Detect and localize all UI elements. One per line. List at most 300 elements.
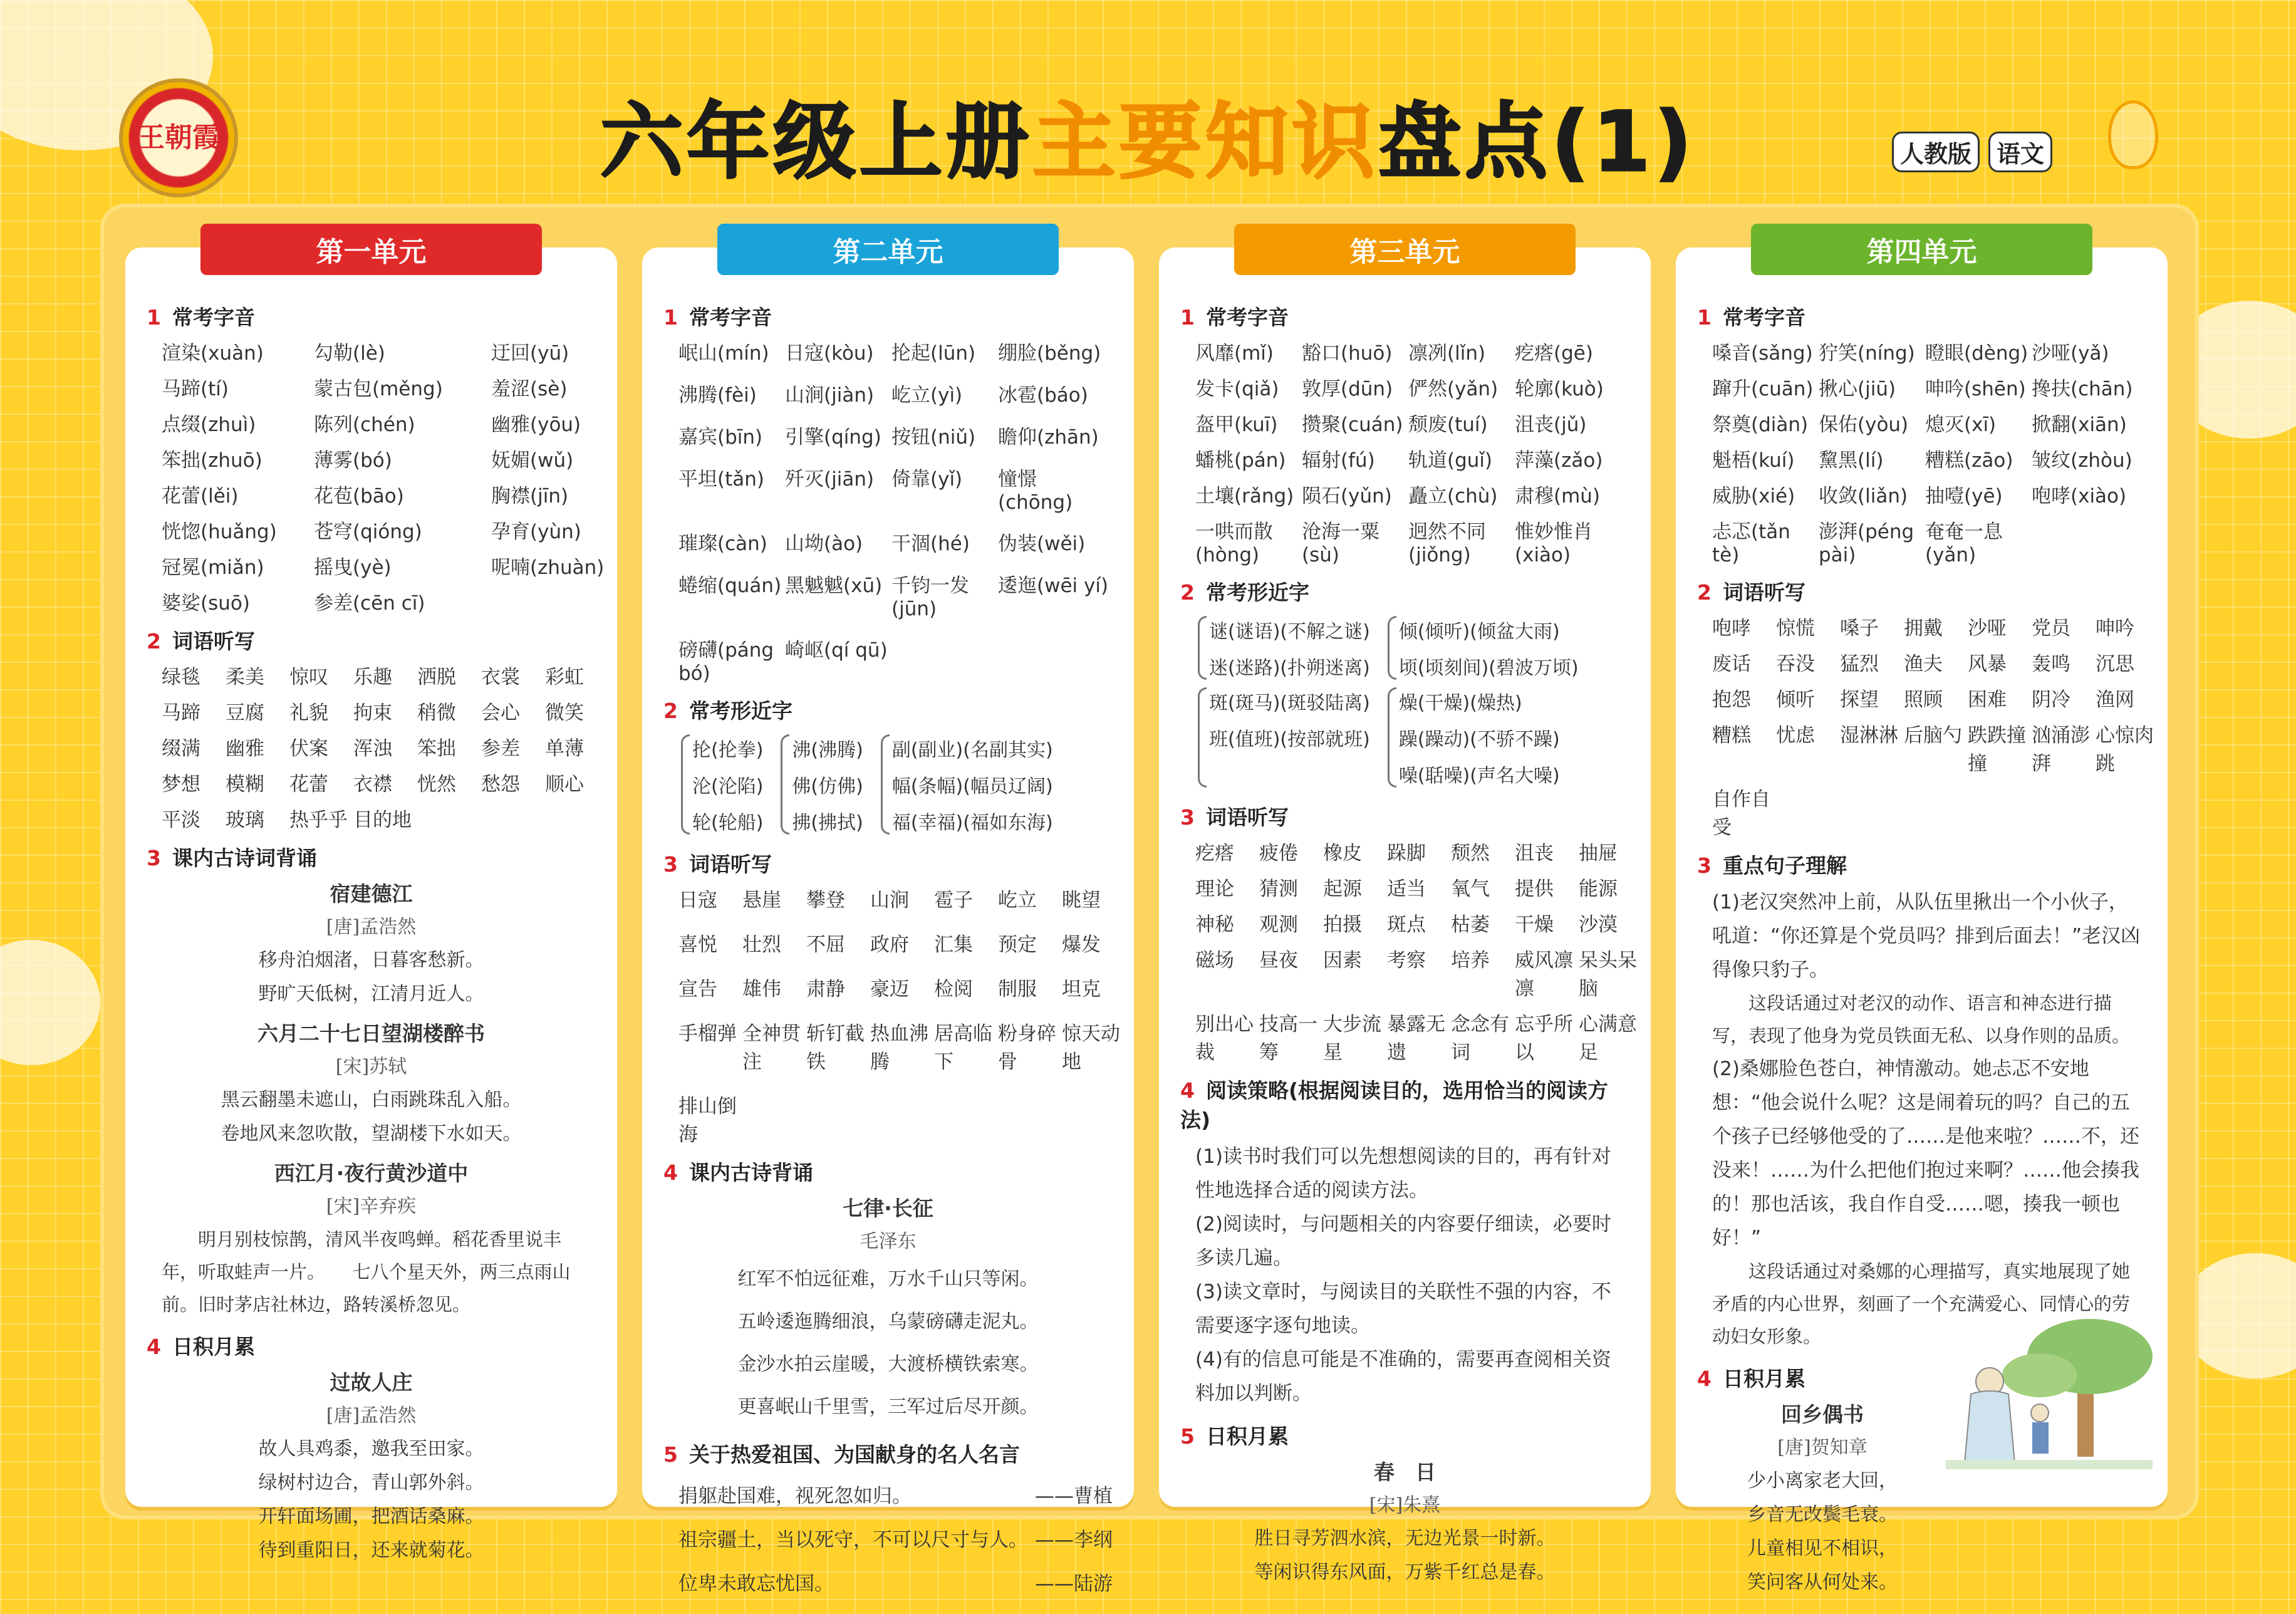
- dictation-word: 沙漠: [1579, 914, 1618, 936]
- dictation-word: 目的地: [353, 809, 412, 831]
- pronunciation-item: 璀璨(càn): [678, 533, 767, 555]
- pronunciation-item: 平坦(tǎn): [678, 468, 764, 491]
- similar-char-item: 躁(躁动)(不骄不躁): [1398, 729, 1560, 751]
- poem-line: 待到重阳日，还来就菊花。: [258, 1539, 484, 1561]
- pronunciation-item: 轨道(guǐ): [1408, 449, 1493, 472]
- dictation-list: [663, 884, 1120, 1147]
- dictation-word: 柔美: [226, 666, 264, 689]
- pronunciation-item: 干涸(hé): [891, 533, 970, 555]
- pronunciation-item: 辐射(fú): [1302, 449, 1375, 472]
- dictation-word: 洒脱: [417, 666, 456, 689]
- dictation-word: 礼貌: [289, 702, 328, 724]
- poem-line: 黑云翻墨未遮山，白雨跳珠乱入船。: [221, 1089, 522, 1111]
- dictation-word: 豪迈: [870, 978, 909, 1001]
- dictation-word: 热乎乎: [289, 809, 348, 831]
- sentence-analysis: 这段话通过对老汉的动作、语言和神态进行描写，表现了他身为党员铁面无私、以身作则的品质。: [1712, 992, 2131, 1046]
- dictation-word: 技高一筹: [1259, 1013, 1317, 1064]
- dictation-word: 提供: [1515, 878, 1554, 900]
- dictation-word: 忘乎所以: [1515, 1013, 1573, 1064]
- brace-group: [881, 734, 1053, 835]
- poem-line: 儿童相见不相识，: [1747, 1538, 1898, 1559]
- pronunciation-item: 奄奄一息(yǎn): [1925, 521, 2003, 566]
- strategy-paragraph: (1)读书时我们可以先想想阅读的目的，再有针对性地选择合适的阅读方法。: [1195, 1145, 1611, 1202]
- poem-line: 野旷天低树，江清月近人。: [258, 983, 484, 1005]
- dictation-word: 会心: [481, 702, 520, 724]
- pronunciation-item: 收敛(liǎn): [1819, 485, 1908, 508]
- dictation-word: 豆腐: [226, 702, 264, 724]
- dictation-word: 神秘: [1195, 914, 1234, 936]
- dictation-word: 衣襟: [353, 773, 392, 796]
- dictation-word: 因素: [1323, 949, 1362, 972]
- dictation-word: 阴冷: [2032, 689, 2070, 711]
- pronunciation-item: 歼灭(jiān): [785, 468, 875, 491]
- poem-title: 过故人庄: [330, 1370, 413, 1395]
- dictation-word: 抱怨: [1712, 689, 1751, 711]
- sentence-quote: (2)桑娜脸色苍白，神情激动。她忐忑不安地想：“他会说什么呢？这是闹着玩的吗？自己的五个孩子已经够他受的了……是他来啦？……不，还没来！……为什么把他们抱过来啊？……他会揍我的！那也活该，我自作自受……嗯，揍我一顿也好！”: [1712, 1058, 2139, 1249]
- similar-characters: [663, 731, 1113, 838]
- section-heading: 1 常考字音: [663, 305, 772, 330]
- dictation-list: [1180, 837, 1637, 1065]
- dictation-word: 热血沸腾: [870, 1023, 928, 1073]
- section-heading: 1 常考字音: [147, 305, 255, 330]
- poem-line: 故人具鸡黍，邀我至田家。: [258, 1438, 484, 1460]
- pronunciation-item: 千钧一发(jūn): [891, 575, 969, 620]
- dictation-word: 跺脚: [1387, 842, 1426, 865]
- dictation-word: 宣告: [678, 978, 717, 1001]
- pronunciation-item: 陈列(chén): [314, 414, 415, 436]
- strategy-paragraph: (4)有的信息可能是不准确的，需要再查阅相关资料加以判断。: [1195, 1348, 1611, 1405]
- dictation-word: 雹子: [934, 889, 973, 912]
- pronunciation-item: 搀扶(chān): [2032, 378, 2133, 400]
- pronunciation-item: 抽噎(yē): [1925, 485, 2003, 508]
- dictation-word: 疲倦: [1259, 842, 1298, 865]
- dictation-word: 疙瘩: [1195, 842, 1234, 865]
- strategy-paragraph: (3)读文章时，与阅读目的关联性不强的内容，不需要逐字逐句地读。: [1195, 1281, 1611, 1337]
- brace-group: [681, 734, 763, 835]
- dictation-word: 呆头呆脑: [1579, 949, 1637, 1000]
- dictation-word: 猜测: [1259, 878, 1298, 900]
- pronunciation-item: 糟糕(zāo): [1925, 449, 2013, 472]
- pronunciation-item: 蹿升(cuān): [1712, 378, 1814, 400]
- dictation-word: 别出心裁: [1195, 1013, 1254, 1064]
- pronunciation-list: [147, 337, 605, 615]
- dictation-word: 忧虑: [1776, 724, 1815, 747]
- pronunciation-item: 瞻仰(zhān): [998, 426, 1099, 449]
- dictation-word: 猛烈: [1840, 653, 1879, 675]
- unit-4-panel: [1676, 236, 2168, 1593]
- poem-line: 胜日寻芳泗水滨，无边光景一时新。: [1254, 1528, 1556, 1549]
- pronunciation-item: 幽雅(yōu): [491, 414, 581, 436]
- pronunciation-item: 沮丧(jǔ): [1515, 414, 1587, 436]
- pronunciation-item: 抡起(lūn): [891, 342, 976, 365]
- dictation-word: 制服: [998, 978, 1037, 1001]
- pronunciation-item: 山坳(ào): [785, 533, 863, 555]
- pronunciation-item: 攒聚(cuán): [1302, 414, 1403, 436]
- pronunciation-item: 蟠桃(pán): [1195, 449, 1286, 472]
- dictation-word: 恍然: [417, 773, 456, 796]
- pronunciation-item: 蜷缩(quán): [678, 575, 782, 597]
- dictation-word: 悬崖: [742, 889, 781, 912]
- brace-group: [1198, 687, 1370, 788]
- pronunciation-item: 迥然不同(jiǒng): [1408, 521, 1486, 566]
- dictation-word: 绿毯: [162, 666, 200, 689]
- dictation-word: 幽雅: [226, 737, 264, 760]
- edition-tag: 人教版: [1892, 132, 1980, 172]
- pronunciation-item: 绷脸(běng): [998, 342, 1101, 365]
- pronunciation-item: 豁口(huō): [1302, 342, 1393, 365]
- pronunciation-item: 矗立(chù): [1408, 485, 1498, 508]
- dictation-word: 屹立: [998, 889, 1037, 912]
- pronunciation-item: 岷山(mín): [678, 342, 769, 365]
- brace-group: [1388, 687, 1560, 788]
- pronunciation-item: 瞪眼(dèng): [1925, 342, 2028, 365]
- unit-3-panel: [1159, 236, 1651, 1583]
- pronunciation-item: 轮廓(kuò): [1515, 378, 1604, 400]
- poem-block: [1697, 1398, 1948, 1600]
- poem-title: 七律·长征: [843, 1196, 933, 1221]
- section-heading: 3 词语听写: [1180, 805, 1289, 830]
- dictation-word: 居高临下: [934, 1023, 992, 1073]
- dictation-word: 心惊肉跳: [2096, 724, 2154, 775]
- section-heading: 2 词语听写: [147, 629, 255, 653]
- section-heading: 4 日积月累: [1697, 1367, 1805, 1391]
- pronunciation-item: 屹立(yì): [891, 384, 963, 407]
- brace-group: [1198, 616, 1370, 680]
- pronunciation-item: 妩媚(wǔ): [491, 449, 574, 472]
- similar-char-item: 倾(倾听)(倾盆大雨): [1398, 621, 1560, 643]
- pronunciation-item: 肃穆(mù): [1515, 485, 1601, 508]
- similar-char-item: 噪(聒噪)(声名大噪): [1398, 765, 1560, 787]
- pronunciation-item: 咆哮(xiào): [2032, 485, 2127, 508]
- unit-4-ribbon: 第四单元: [1751, 224, 2092, 275]
- dictation-word: 昼夜: [1259, 949, 1298, 972]
- dictation-word: 嗓子: [1840, 617, 1879, 640]
- similar-char-item: 佛(仿佛): [792, 776, 863, 798]
- similar-char-item: 抡(抡拳): [692, 739, 764, 761]
- dictation-word: 风暴: [1968, 653, 2007, 675]
- poem-line: 等闲识得东风面，万紫千红总是春。: [1254, 1561, 1556, 1583]
- pronunciation-item: 胸襟(jīn): [491, 485, 569, 508]
- pronunciation-item: 皱纹(zhòu): [2032, 449, 2132, 472]
- pronunciation-item: 萍藻(zǎo): [1515, 449, 1603, 472]
- pronunciation-item: 凛冽(lǐn): [1408, 342, 1486, 365]
- poem-title: 春 日: [1374, 1460, 1436, 1484]
- poem-line: 绿树村边合，青山郭外斜。: [258, 1472, 484, 1494]
- cloud-decoration: [0, 940, 100, 1065]
- dictation-word: 预定: [998, 934, 1037, 956]
- pronunciation-item: 沧海一粟(sù): [1302, 521, 1379, 566]
- dictation-list: [1697, 612, 2154, 840]
- similar-char-item: 沦(沦陷): [692, 776, 764, 798]
- dictation-word: 斑点: [1387, 914, 1426, 936]
- pronunciation-item: 蒙古包(měng): [314, 378, 443, 400]
- brace-group: [1388, 616, 1579, 680]
- dictation-word: 参差: [481, 737, 520, 760]
- pronunciation-list: [663, 337, 1113, 685]
- sentence-quote: (1)老汉突然冲上前，从队伍里揪出一个小伙子，吼道：“你还算是个党员吗？排到后面去！”老汉凶得像只豹子。: [1712, 891, 2141, 981]
- dictation-word: 汇集: [934, 934, 973, 956]
- dictation-word: 跌跌撞撞: [1968, 724, 2026, 775]
- dictation-word: 攀登: [806, 889, 845, 912]
- dictation-word: 惊叹: [289, 666, 328, 689]
- section-heading: 1 常考字音: [1180, 305, 1289, 330]
- pronunciation-item: 惟妙惟肖(xiào): [1515, 521, 1592, 566]
- pronunciation-item: 沙哑(yǎ): [2032, 342, 2109, 365]
- pronunciation-item: 保佑(yòu): [1819, 414, 1909, 436]
- pronunciation-item: 盔甲(kuī): [1195, 414, 1278, 436]
- dictation-word: 汹涌澎湃: [2032, 724, 2090, 775]
- pronunciation-item: 冰雹(báo): [998, 384, 1088, 407]
- pronunciation-item: 摇曳(yè): [314, 556, 392, 579]
- dictation-word: 倾听: [1776, 689, 1815, 711]
- poem-line: 移舟泊烟渚，日暮客愁新。: [258, 949, 484, 971]
- poem-author: [唐]孟浩然: [326, 916, 417, 938]
- similar-char-item: 幅(条幅)(幅员辽阔): [891, 776, 1053, 798]
- dictation-word: 颓然: [1451, 842, 1490, 865]
- dictation-list: [147, 661, 596, 832]
- sentence-analysis: 这段话通过对桑娜的心理描写，真实地展现了她矛盾的内心世界，刻画了一个充满爱心、同情心的劳动妇女形象。: [1712, 1261, 2131, 1347]
- dictation-word: 坦克: [1062, 978, 1101, 1001]
- pronunciation-item: 忐忑(tǎn tè): [1712, 521, 1790, 566]
- unit-2-ribbon: 第二单元: [717, 224, 1059, 275]
- dictation-word: 拥戴: [1904, 617, 1943, 640]
- section-heading: 3 词语听写: [663, 852, 772, 877]
- poem-text: 明月别枝惊鹊，清风半夜鸣蝉。稻花香里说丰年，听取蛙声一片。 七八个星天外，两三点雨山前。旧时茅店社林边，路转溪桥忽见。: [162, 1229, 571, 1315]
- dictation-word: 愁怨: [481, 773, 520, 796]
- pronunciation-item: 冠冕(miǎn): [162, 556, 264, 579]
- dictation-word: 粉身碎骨: [998, 1023, 1056, 1073]
- poem-line: 笑问客从何处来。: [1747, 1571, 1898, 1593]
- dictation-word: 检阅: [934, 978, 973, 1001]
- poem-line: 卷地风来忽吹散，望湖楼下水如天。: [221, 1123, 522, 1145]
- dictation-word: 单薄: [545, 737, 584, 760]
- dictation-word: 氧气: [1451, 878, 1490, 900]
- unit-2-panel: [642, 236, 1134, 1595]
- similar-char-item: 顷(顷刻间)(碧波万顷): [1398, 657, 1579, 679]
- dictation-word: 模糊: [226, 773, 264, 796]
- pronunciation-item: 按钮(niǔ): [891, 426, 976, 449]
- pronunciation-item: 引擎(qíng): [785, 426, 881, 449]
- dictation-word: 磁场: [1195, 949, 1234, 972]
- title-highlight: 主要知识: [1032, 94, 1379, 190]
- poem-line: 金沙水拍云崖暖，大渡桥横铁索寒。: [737, 1353, 1039, 1375]
- poem-title: 六月二十七日望湖楼醉书: [257, 1021, 485, 1046]
- section-heading: 1 常考字音: [1697, 305, 1805, 330]
- dictation-word: 全神贯注: [742, 1023, 801, 1073]
- similar-char-item: 轮(轮船): [692, 812, 764, 834]
- section-heading: 4 日积月累: [147, 1335, 255, 1359]
- dictation-word: 眺望: [1062, 889, 1101, 912]
- dictation-word: 适当: [1387, 878, 1426, 900]
- poem-line: 开轩面场圃，把酒话桑麻。: [258, 1506, 484, 1528]
- subject-tag: 语文: [1988, 132, 2052, 172]
- dictation-word: 拍摄: [1323, 914, 1362, 936]
- similar-char-item: 班(值班)(按部就班): [1209, 729, 1370, 751]
- pronunciation-item: 敦厚(dūn): [1302, 378, 1393, 400]
- logo-text: 王朝霞: [137, 122, 220, 154]
- pronunciation-item: 崎岖(qí qū): [785, 639, 888, 662]
- pronunciation-item: 渲染(xuàn): [162, 342, 264, 365]
- dictation-word: 稍微: [417, 702, 456, 724]
- pronunciation-item: 笨拙(zhuō): [162, 449, 262, 472]
- pronunciation-item: 点缀(zhuì): [162, 414, 256, 436]
- dictation-word: 伏案: [289, 737, 328, 760]
- pronunciation-item: 迂回(yū): [491, 342, 569, 365]
- dictation-word: 壮烈: [742, 934, 781, 956]
- unit-1-ribbon: 第一单元: [200, 224, 542, 275]
- similar-char-item: 沸(沸腾): [792, 739, 863, 761]
- dictation-word: 自作自受: [1712, 788, 1770, 839]
- pronunciation-item: 薄雾(bó): [314, 449, 392, 472]
- pronunciation-item: 呢喃(zhuàn): [491, 556, 605, 579]
- dictation-word: 考察: [1387, 949, 1426, 972]
- pronunciation-list: [1180, 337, 1629, 566]
- dictation-word: 排山倒海: [678, 1095, 737, 1146]
- poem-author: 毛泽东: [860, 1231, 917, 1252]
- dictation-word: 渔夫: [1904, 653, 1943, 675]
- dictation-word: 渔网: [2096, 689, 2134, 711]
- similar-char-item: 福(幸福)(福如东海): [891, 812, 1053, 834]
- dictation-word: 探望: [1840, 689, 1879, 711]
- strategy-paragraph: (2)阅读时，与问题相关的内容要仔细读，必要时多读几遍。: [1195, 1213, 1611, 1269]
- dictation-word: 惊慌: [1776, 617, 1815, 640]
- pronunciation-item: 黑魆魆(xū): [785, 575, 883, 597]
- dictation-word: 惊天动地: [1062, 1023, 1120, 1073]
- poem-author: [宋]朱熹: [1369, 1494, 1441, 1516]
- dictation-word: 培养: [1451, 949, 1490, 972]
- dictation-word: 吞没: [1776, 653, 1815, 675]
- section-heading: 3 课内古诗词背诵: [147, 846, 317, 870]
- dictation-word: 平淡: [162, 809, 200, 831]
- pronunciation-item: 黧黑(lí): [1819, 449, 1884, 472]
- similar-char-item: 副(副业)(名副其实): [891, 739, 1053, 761]
- dictation-word: 衣裳: [481, 666, 520, 689]
- pronunciation-item: 日寇(kòu): [785, 342, 874, 365]
- dictation-word: 糟糕: [1712, 724, 1751, 747]
- dictation-word: 马蹄: [162, 702, 200, 724]
- dictation-word: 沉思: [2096, 653, 2134, 675]
- poem-line: 更喜岷山千里雪，三军过后尽开颜。: [737, 1396, 1039, 1418]
- similar-characters: [1180, 612, 1629, 684]
- dictation-word: 呻吟: [2096, 617, 2134, 640]
- dictation-word: 后脑勺: [1904, 724, 1962, 747]
- pronunciation-item: 苍穹(qióng): [314, 521, 422, 543]
- unit-3-ribbon: 第三单元: [1234, 224, 1576, 275]
- dictation-word: 政府: [870, 934, 909, 956]
- pronunciation-item: 魁梧(kuí): [1712, 449, 1795, 472]
- pronunciation-item: 婆娑(suō): [162, 592, 250, 615]
- similar-char-item: 谜(谜语)(不解之谜): [1209, 621, 1370, 643]
- similar-char-item: 迷(迷路)(扑朔迷离): [1209, 657, 1370, 679]
- section-heading: 2 词语听写: [1697, 580, 1805, 605]
- pronunciation-item: 嘉宾(bīn): [678, 426, 763, 449]
- dictation-word: 暴露无遗: [1387, 1013, 1445, 1064]
- dictation-word: 日寇: [678, 889, 717, 912]
- dictation-word: 湿淋淋: [1840, 724, 1898, 747]
- pronunciation-item: 嗓音(sǎng): [1712, 342, 1813, 365]
- dictation-word: 彩虹: [545, 666, 584, 689]
- title-part: 盘点(1): [1378, 94, 1696, 190]
- pronunciation-item: 俨然(yǎn): [1408, 378, 1499, 400]
- similar-char-item: 斑(斑马)(斑驳陆离): [1209, 692, 1370, 714]
- poem-author: [宋]苏轼: [335, 1056, 407, 1078]
- dictation-word: 观测: [1259, 914, 1298, 936]
- dictation-word: 起源: [1323, 878, 1362, 900]
- edition-tags: [1892, 132, 2052, 172]
- section-heading: 2 常考形近字: [663, 699, 792, 723]
- dictation-word: 轰鸣: [2032, 653, 2070, 675]
- dictation-word: 花蕾: [289, 773, 328, 796]
- poem-title: 回乡偶书: [1781, 1402, 1864, 1427]
- dictation-word: 橡皮: [1323, 842, 1362, 865]
- section-heading: 4 阅读策略(根据阅读目的，选用恰当的阅读方法): [1180, 1078, 1609, 1132]
- pronunciation-item: 花苞(bāo): [314, 485, 404, 508]
- pronunciation-item: 狞笑(níng): [1819, 342, 1915, 365]
- similar-characters: [1180, 684, 1629, 791]
- dictation-word: 喜悦: [678, 934, 717, 956]
- pronunciation-item: 憧憬(chōng): [998, 468, 1073, 514]
- pronunciation-list: [1697, 337, 2146, 566]
- pronunciation-item: 花蕾(lěi): [162, 485, 239, 508]
- pronunciation-item: 磅礴(páng bó): [678, 639, 774, 685]
- quote-row: 捐躯赴国难，视死忽如归。 ——曹植: [678, 1485, 1113, 1507]
- poem-author: [唐]贺知章: [1777, 1437, 1867, 1459]
- poem-title: 宿建德江: [330, 882, 413, 906]
- dictation-word: 肃静: [806, 978, 845, 1001]
- section-heading: 4 课内古诗背诵: [663, 1160, 813, 1185]
- dictation-word: 沮丧: [1515, 842, 1554, 865]
- pronunciation-item: 澎湃(péng pài): [1819, 521, 1914, 566]
- section-heading: 5 日积月累: [1180, 1424, 1289, 1449]
- dictation-word: 拘束: [353, 702, 392, 724]
- dictation-word: 笨拙: [417, 737, 456, 760]
- poem-line: 少小离家老大回，: [1747, 1470, 1898, 1492]
- dictation-word: 山涧: [870, 889, 909, 912]
- pronunciation-item: 揪心(jiū): [1819, 378, 1896, 400]
- pronunciation-item: 倚靠(yǐ): [891, 468, 963, 491]
- quote-row: 祖宗疆土，当以死守，不可以尺寸与人。 ——李纲: [678, 1529, 1113, 1551]
- pronunciation-item: 马蹄(tí): [162, 378, 229, 400]
- pronunciation-item: 孕育(yùn): [491, 521, 581, 543]
- section-heading: 3 重点句子理解: [1697, 853, 1847, 878]
- dictation-word: 微笑: [545, 702, 584, 724]
- balloon-icon: [2108, 100, 2158, 169]
- pronunciation-item: 疙瘩(gē): [1515, 342, 1593, 365]
- dictation-word: 威风凛凛: [1515, 949, 1573, 1000]
- quote-row: 位卑未敢忘忧国。 ——陆游: [678, 1573, 1113, 1595]
- dictation-word: 不屈: [806, 934, 845, 956]
- dictation-word: 斩钉截铁: [806, 1023, 865, 1073]
- pronunciation-item: 勾勒(lè): [314, 342, 385, 365]
- dictation-word: 困难: [1968, 689, 2007, 711]
- pronunciation-item: 陨石(yǔn): [1302, 485, 1392, 508]
- poem-author: [宋]辛弃疾: [326, 1195, 417, 1217]
- dictation-word: 干燥: [1515, 914, 1554, 936]
- pronunciation-item: 逶迤(wēi yí): [998, 575, 1109, 597]
- dictation-word: 浑浊: [353, 737, 392, 760]
- dictation-word: 乐趣: [353, 666, 392, 689]
- dictation-word: 大步流星: [1323, 1013, 1381, 1064]
- brace-group: [781, 734, 863, 835]
- dictation-word: 废话: [1712, 653, 1751, 675]
- pronunciation-item: 发卡(qiǎ): [1195, 378, 1279, 400]
- dictation-word: 雄伟: [742, 978, 781, 1001]
- title-part: 六年级上册: [600, 94, 1033, 190]
- pronunciation-item: 风靡(mǐ): [1195, 342, 1274, 365]
- pronunciation-item: 呻吟(shēn): [1925, 378, 2026, 400]
- poem-line: 五岭逶迤腾细浪，乌蒙磅礴走泥丸。: [737, 1311, 1039, 1333]
- dictation-word: 玻璃: [226, 809, 264, 831]
